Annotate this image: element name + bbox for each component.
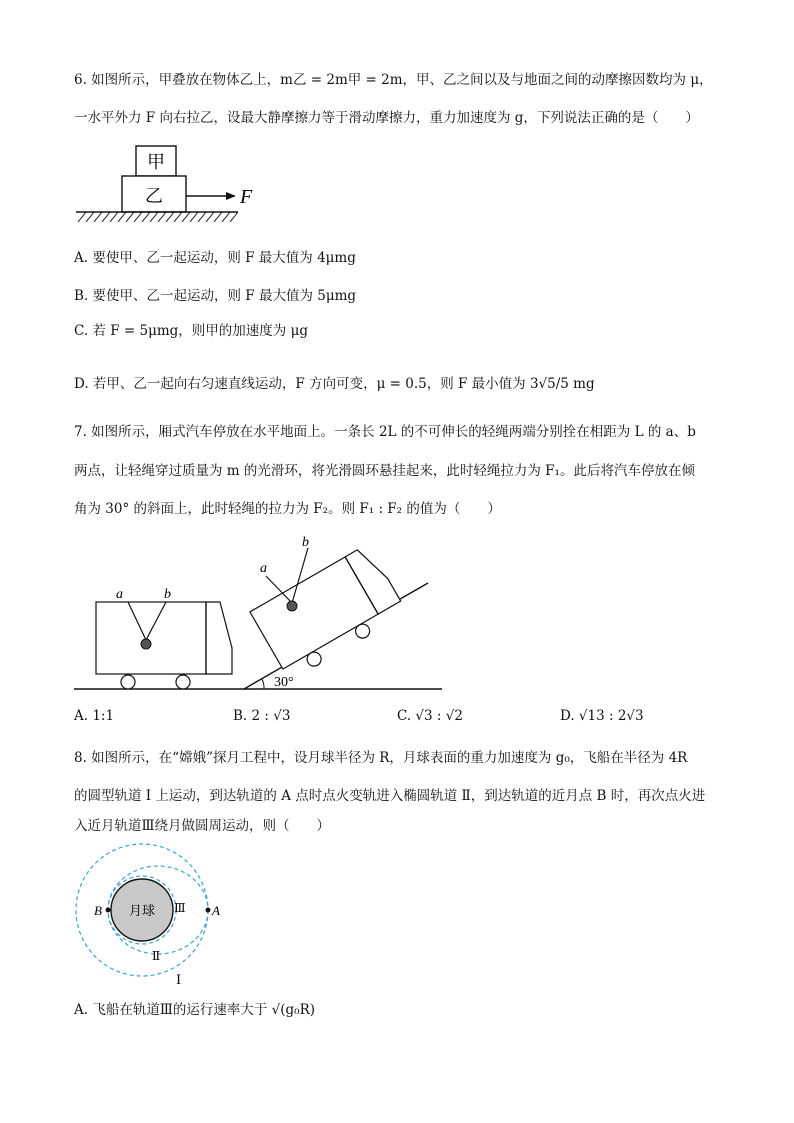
block-jia-label: 甲 xyxy=(147,152,165,173)
label-a-tilted: a xyxy=(260,561,267,576)
label-ii: Ⅱ xyxy=(152,949,161,963)
q6-block-figure xyxy=(70,140,270,232)
point-b xyxy=(106,908,111,913)
block-yi-label: 乙 xyxy=(145,186,163,207)
q6-line-2: 一水平外力 F 向右拉乙，设最大静摩擦力等于滑动摩擦力，重力加速度为 g，下列说法正确的是（ ） xyxy=(74,110,699,126)
point-a xyxy=(206,908,211,913)
q8-line-2: 的圆型轨道 Ⅰ 上运动，到达轨道的 A 点时点火变轨进入椭圆轨道 Ⅱ，到达轨道的近月点 B 时，再次点火进 xyxy=(74,788,706,804)
label-iii: Ⅲ xyxy=(174,901,186,915)
q6-option-c: C. 若 F = 5μmg，则甲的加速度为 μg xyxy=(74,323,308,339)
q7-option-a: A. 1:1 xyxy=(74,708,115,724)
q7-line-2: 两点，让轻绳穿过质量为 m 的光滑环，将光滑圆环悬挂起来，此时轻绳拉力为 F₁。此后将汽车停放在倾 xyxy=(74,463,695,479)
ground-hatch xyxy=(78,212,238,222)
q8-line-1: 8. 如图所示，在“嫦娥”探月工程中，设月球半径为 R，月球表面的重力加速度为 g₀，飞船在半径为 4R xyxy=(74,750,688,766)
label-a-flat: a xyxy=(116,587,123,602)
incline-angle-label: 30° xyxy=(274,675,294,690)
q6-option-d: D. 若甲、乙一起向右匀速直线运动，F 方向可变，μ = 0.5，则 F 最小值为 3√5/5 mg xyxy=(74,376,595,392)
q7-truck-figure xyxy=(70,528,450,696)
force-label: F xyxy=(240,186,253,208)
label-b-tilted: b xyxy=(302,535,309,550)
force-arrowhead xyxy=(226,192,236,200)
q6-option-b: B. 要使甲、乙一起运动，则 F 最大值为 5μmg xyxy=(74,288,357,304)
incline-angle-arc xyxy=(262,679,264,689)
q7-line-3: 角为 30° 的斜面上，此时轻绳的拉力为 F₂。则 F₁ : F₂ 的值为（ ） xyxy=(74,501,501,517)
label-a: A xyxy=(212,903,220,918)
q6-option-a: A. 要使甲、乙一起运动，则 F 最大值为 4μmg xyxy=(74,250,356,266)
label-i: Ⅰ xyxy=(176,972,182,987)
label-b-flat: b xyxy=(164,587,171,602)
q7-option-c: C. √3 : √2 xyxy=(397,708,463,724)
q8-option-a: A. 飞船在轨道Ⅲ的运行速率大于 √(g₀R) xyxy=(74,1002,315,1018)
q7-option-d: D. √13 : 2√3 xyxy=(560,708,644,724)
q6-line-1: 6. 如图所示，甲叠放在物体乙上，m乙 = 2m甲 = 2m，甲、乙之间以及与地面之间的动摩擦因数均为 μ， xyxy=(74,72,713,88)
moon-label: 月球 xyxy=(128,904,156,919)
q7-line-1: 7. 如图所示，厢式汽车停放在水平地面上。一条长 2L 的不可伸长的轻绳两端分别拴在相距为 L 的 a、b xyxy=(74,424,696,440)
truck-tilted xyxy=(250,544,408,681)
q7-option-b: B. 2 : √3 xyxy=(233,708,291,724)
q8-line-3: 入近月轨道Ⅲ绕月做圆周运动，则（ ） xyxy=(74,818,331,834)
truck-flat xyxy=(96,587,232,689)
q8-orbit-figure xyxy=(72,840,222,990)
label-b: B xyxy=(94,903,102,918)
